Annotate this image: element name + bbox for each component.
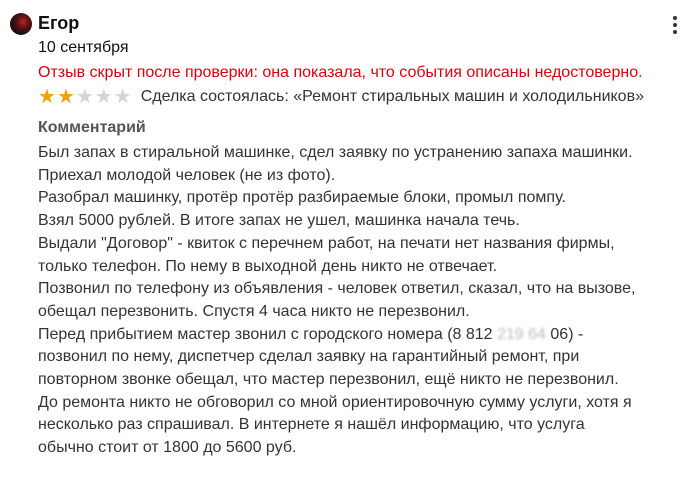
deal-info: Сделка состоялась: «Ремонт стиральных машин и холодильников»: [140, 88, 644, 105]
rating-stars: [38, 87, 133, 107]
comment-line: До ремонта никто не обговорил со мной ориентировочную сумму услуги, хотя я: [38, 393, 632, 411]
comment-line: позвонил по нему, диспетчер сделал заявку на гарантийный ремонт, при: [38, 348, 580, 366]
more-options-button[interactable]: [668, 14, 682, 36]
comment-body: [38, 142, 688, 460]
comment-line: Выдали "Договор" - квиток с перечнем работ, на печати нет названия фирмы,: [38, 234, 615, 252]
author-name[interactable]: Егор: [38, 13, 80, 33]
star-icon: ★: [38, 86, 56, 108]
comment-line: Был запах в стиральной машинке, сдел заявку по устранению запаха машинки.: [38, 144, 633, 161]
comment-line: только телефон. По нему в выходной день никто не отвечает.: [38, 257, 498, 275]
comment-line: Разобрал машинку, протёр протёр разбираемые блоки, промыл помпу.: [38, 189, 566, 207]
rating-row: [38, 87, 644, 107]
more-vertical-icon: [673, 16, 677, 20]
comment-line: повторном звонке обещал, что мастер перезвонил, ещё никто не перезвонил.: [38, 371, 619, 389]
comment-line: Взял 5000 рублей. В итоге запах не ушел, машинка начала течь.: [38, 212, 520, 230]
phone-line-after: ) -: [568, 325, 584, 343]
comment-line: Приехал молодой человек (не из фото).: [38, 166, 336, 184]
phone-blurred: 219 64: [497, 325, 546, 343]
comment-title: Комментарий: [38, 119, 146, 136]
phone-line-before: Перед прибытием мастер звонил с городского номера (: [38, 325, 453, 343]
avatar[interactable]: [10, 13, 32, 35]
review-date: 10 сентября: [38, 39, 129, 56]
comment-line-phone: [38, 324, 688, 347]
masked-phone: 8 812 219 64 06: [452, 325, 569, 343]
star-icon: ★: [94, 86, 113, 108]
star-icon: ★: [75, 86, 94, 108]
comment-line: обещал перезвонить. Спустя 4 часа никто не перезвонил.: [38, 302, 470, 320]
hidden-review-notice: Отзыв скрыт после проверки: она показала, что события описаны недостоверно.: [38, 64, 643, 81]
comment-line: Позвонил по телефону из объявления - человек ответил, сказал, что на вызове,: [38, 280, 636, 298]
comment-line: несколько раз спрашивал. В интернете я нашёл информацию, что услуга: [38, 416, 585, 434]
star-icon: ★: [113, 86, 132, 108]
star-icon: ★: [56, 86, 75, 108]
comment-line: обычно стоит от 1800 до 5600 руб.: [38, 439, 297, 457]
